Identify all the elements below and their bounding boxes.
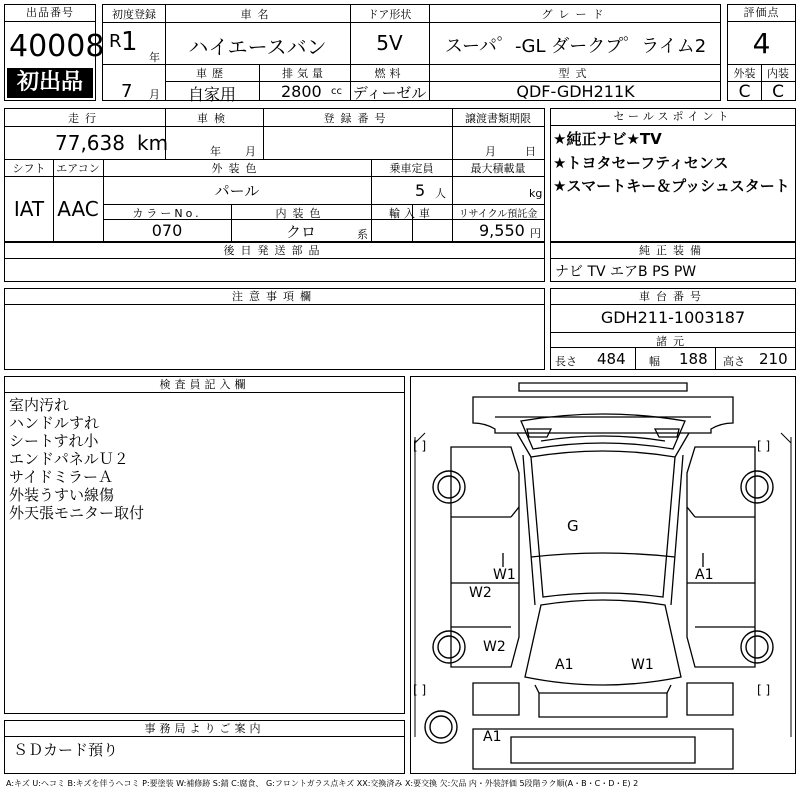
- equipment: ナビ TV エアB PS PW: [555, 264, 697, 280]
- car-diagram: [410, 376, 796, 774]
- ext-score: C: [738, 82, 751, 102]
- aircon: AAC: [57, 197, 99, 221]
- door-type: 5V: [376, 31, 403, 55]
- reg-no-header: 登録番号: [323, 112, 392, 125]
- width: 188: [679, 350, 708, 368]
- chassis-header: 車台番号: [551, 289, 795, 305]
- mark-w1-left: W1: [493, 567, 516, 583]
- bracket-left-bottom: [ ]: [413, 683, 427, 697]
- displacement-unit: cc: [331, 86, 342, 97]
- grade-header: グレード: [541, 8, 610, 21]
- month-unit: 月: [149, 88, 160, 101]
- transfer-month-unit: 月: [485, 145, 496, 158]
- inspector-note-7: 外天張モニター取付: [9, 504, 145, 522]
- max-load-unit: kg: [529, 187, 543, 200]
- fuel-header: 燃料: [374, 67, 405, 80]
- mileage-unit: km: [137, 131, 169, 155]
- later-parts-header: 後日発送部品: [5, 243, 544, 259]
- first-reg-month: 7: [121, 81, 133, 102]
- int-score: C: [772, 82, 784, 102]
- displacement-header: 排気量: [282, 67, 327, 80]
- color-no-header: カラーNo.: [132, 207, 202, 220]
- capacity: 5: [415, 181, 426, 200]
- inspection-year-unit: 年: [210, 145, 221, 158]
- inspector-note-4: エンドパネルＵ２: [9, 450, 129, 468]
- bracket-right-top: [ ]: [757, 439, 771, 453]
- mark-w1-rear: W1: [631, 657, 654, 673]
- length: 484: [597, 350, 626, 368]
- score-box: [727, 4, 796, 101]
- chassis-number: GDH211-1003187: [600, 308, 746, 327]
- sales-point-2: ★トヨタセーフティセンス: [553, 154, 729, 172]
- mark-a1-rear: A1: [555, 657, 574, 673]
- transfer-header: 譲渡書類期限: [465, 112, 531, 125]
- inspector-box: [4, 376, 405, 714]
- inspector-note-5: サイドミラーＡ: [9, 468, 113, 486]
- width-label: 幅: [649, 355, 660, 368]
- history: 自家用: [187, 85, 236, 104]
- interior-color-header: 内装色: [275, 207, 327, 220]
- int-label: 内装: [767, 67, 789, 80]
- capacity-unit: 人: [435, 187, 446, 200]
- exterior-color-header: 外装色: [211, 162, 263, 175]
- exterior-color: パール: [214, 182, 260, 200]
- mileage-header: 走行: [68, 112, 102, 125]
- sales-point-1: ★純正ナビ★TV: [553, 130, 662, 148]
- height-label: 高さ: [723, 355, 745, 368]
- mark-a1-bottom: A1: [483, 729, 502, 745]
- score-value: 4: [752, 27, 771, 60]
- history-header: 車歴: [196, 67, 228, 80]
- main-info-box: [102, 4, 721, 104]
- sales-points-header: セールスポイント: [551, 109, 795, 126]
- later-parts-box: [4, 242, 545, 282]
- max-load-header: 最大積載量: [470, 162, 526, 175]
- capacity-header: 乗車定員: [389, 162, 434, 175]
- door-header: ドア形状: [367, 8, 412, 21]
- year-unit: 年: [149, 51, 160, 64]
- color-no: 070: [151, 221, 183, 240]
- lot-number: 40008: [9, 29, 105, 64]
- equipment-box: [550, 242, 796, 282]
- mark-g: G: [567, 517, 579, 535]
- car-name: ハイエースバン: [188, 35, 327, 59]
- chassis-box: [550, 288, 796, 370]
- first-reg-year: 1: [121, 27, 138, 57]
- dims-header: 諸元: [656, 335, 690, 348]
- details-box: [4, 108, 545, 242]
- ext-label: 外装: [733, 67, 756, 80]
- inspection-header: 車検: [197, 112, 231, 125]
- shift-header: シフト: [12, 162, 46, 175]
- first-reg-header: 初度登録: [112, 8, 156, 21]
- inspector-note-3: シートすれ小: [9, 432, 99, 450]
- model-code: QDF-GDH211K: [516, 82, 635, 101]
- mileage: 77,638: [55, 131, 125, 155]
- height: 210: [759, 350, 788, 368]
- lot-number-box: [4, 4, 105, 101]
- sales-point-3: ★スマートキー＆プッシュスタート: [553, 177, 790, 195]
- car-outline: [411, 377, 795, 773]
- recycle-header: リサイクル預託金: [458, 209, 538, 220]
- mark-w2-left: W2: [469, 585, 492, 601]
- caution-header: 注意事項欄: [5, 289, 544, 305]
- shift: IAT: [13, 197, 45, 221]
- office-header: 事務局よりご案内: [5, 721, 404, 737]
- equipment-header: 純正装備: [551, 243, 795, 259]
- fuel: ディーゼル: [352, 84, 427, 102]
- bracket-left-top: [ ]: [413, 439, 427, 453]
- first-listing-badge: 初出品: [7, 68, 93, 98]
- recycle-unit: 円: [530, 227, 541, 240]
- era: R: [109, 31, 122, 52]
- sales-points-box: [550, 108, 796, 242]
- inspector-note-2: ハンドルすれ: [9, 414, 100, 432]
- displacement: 2800: [281, 82, 322, 101]
- office-box: [4, 720, 405, 774]
- caution-box: [4, 288, 545, 370]
- import-header: 輸入車: [389, 207, 434, 220]
- aircon-header: エアコン: [56, 162, 100, 175]
- grade: スーパ゜-GL ダークプ゜ライム2: [444, 36, 707, 57]
- inspector-note-6: 外装うすい線傷: [9, 486, 115, 504]
- model-header: 型式: [558, 67, 593, 80]
- lot-number-header: 出品番号: [5, 5, 95, 22]
- mark-w2-lower: W2: [483, 639, 506, 655]
- car-name-header: 車名: [240, 8, 275, 21]
- score-header: 評価点: [728, 5, 795, 22]
- interior-color-suffix: 系: [357, 228, 368, 241]
- mark-a1-right: A1: [695, 567, 714, 583]
- inspection-month-unit: 月: [245, 145, 256, 158]
- interior-color: クロ: [285, 223, 316, 241]
- legend: A:キズ U:ヘコミ B:キズを伴うヘコミ P:要塗装 W:補修跡 S:錆 C:腐食、 G:フロントガラス点キズ XX:交換済み X:要交換 欠:欠品 内・外装評価 5段階ラク順(A・B・C・D・E) 2: [6, 779, 639, 788]
- office-note: ＳＤカード預り: [13, 741, 119, 759]
- transfer-day-unit: 日: [525, 145, 536, 158]
- length-label: 長さ: [555, 355, 577, 368]
- inspector-note-1: 室内汚れ: [9, 396, 70, 414]
- recycle-fee: 9,550: [479, 221, 525, 240]
- inspector-header: 検査員記入欄: [5, 377, 404, 393]
- bracket-right-bottom: [ ]: [757, 683, 771, 697]
